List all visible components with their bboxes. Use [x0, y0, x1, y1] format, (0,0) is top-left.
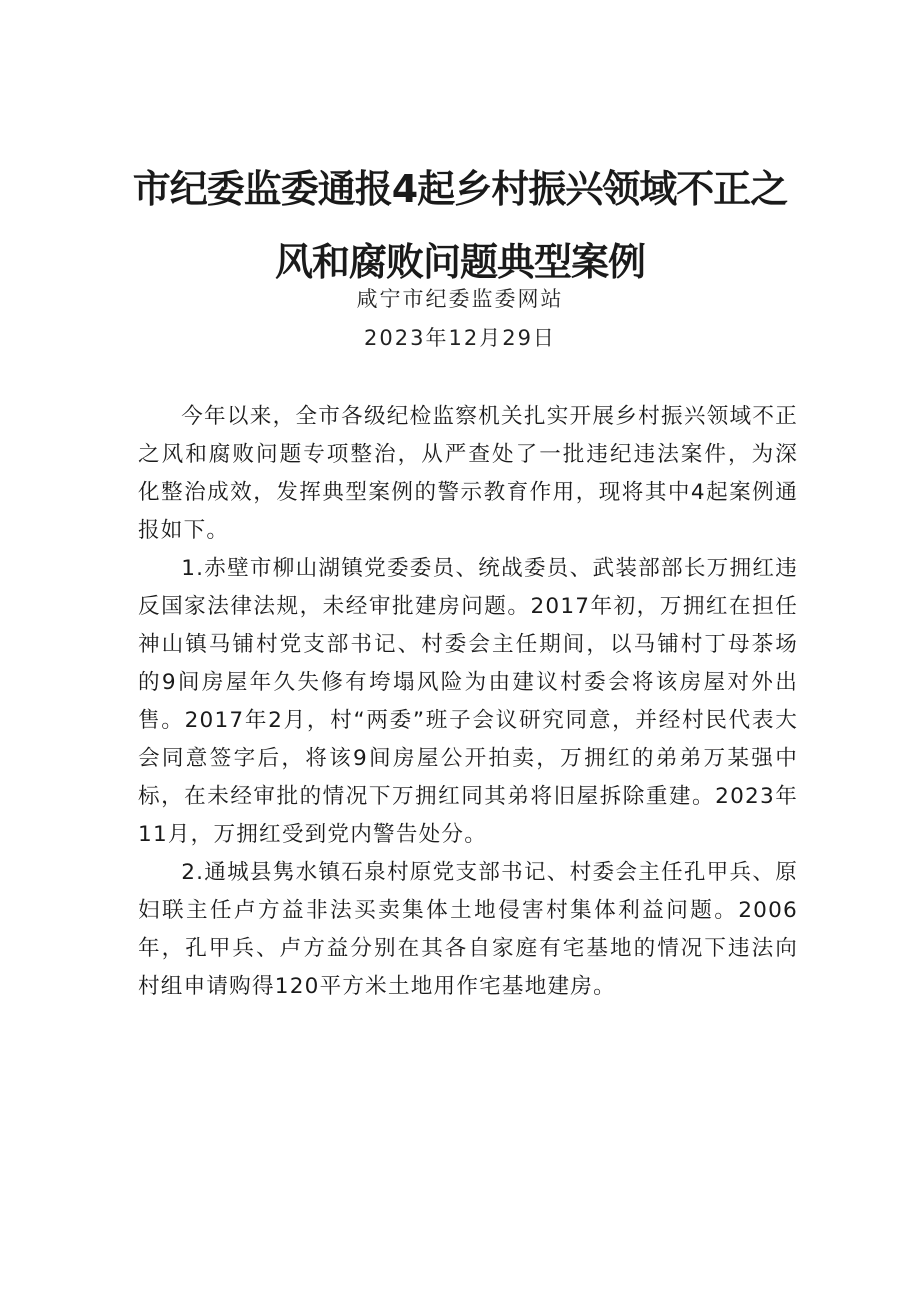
document-date: 2023年12月29日 — [364, 326, 556, 350]
document-title-line-1: 市纪委监委通报4起乡村振兴领域不正之 — [132, 167, 788, 211]
paragraph-case-2: 2.通城县隽水镇石泉村原党支部书记、村委会主任孔甲兵、原妇联主任卢方益非法买卖集体土地侵害村集体利益问题。2006年，孔甲兵、卢方益分别在其各自家庭有宅基地的情况下违法向村组申请购得120平方米土地用作宅基地建房。 — [138, 860, 798, 999]
document-source: 咸宁市纪委监委网站 — [356, 287, 564, 311]
document-title-line-2: 风和腐败问题典型案例 — [274, 240, 645, 284]
paragraph-case-1: 1.赤壁市柳山湖镇党委委员、统战委员、武装部部长万拥红违反国家法律法规，未经审批建房问题。2017年初，万拥红在担任神山镇马铺村党支部书记、村委会主任期间，以马铺村丁母茶场的9间房屋年久失修有垮塌风险为由建议村委会将该房屋对外出售。2017年2月，村“两委”班子会议研究同意，并经村民代表大会同意签字后，将该9间房屋公开拍卖，万拥红的弟弟万某强中标，在未经审批的情况下万拥红同其弟将旧屋拆除重建。2023年11月，万拥红受到党内警告处分。 — [138, 556, 798, 847]
document-body — [138, 398, 798, 1006]
paragraph-intro: 今年以来，全市各级纪检监察机关扎实开展乡村振兴领域不正之风和腐败问题专项整治，从严查处了一批违纪违法案件，为深化整治成效，发挥典型案例的警示教育作用，现将其中4起案例通报如下。 — [138, 404, 798, 543]
